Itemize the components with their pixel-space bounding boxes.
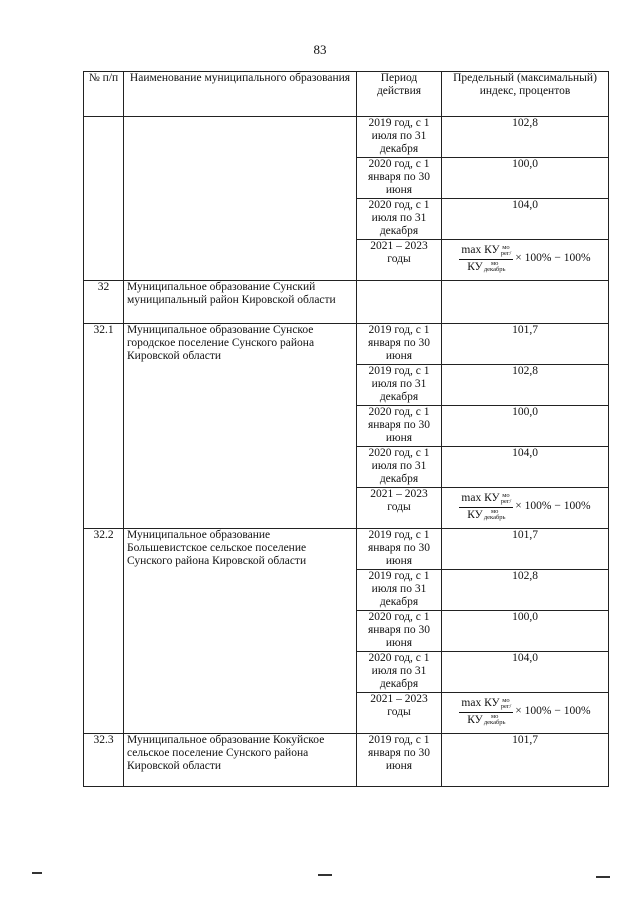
index-value: 104,0 (442, 447, 609, 488)
period-cell: 2021 – 2023 годы (357, 693, 442, 734)
table-row (84, 529, 609, 570)
index-formula-cell (442, 693, 609, 734)
index-value: 104,0 (442, 199, 609, 240)
scan-mark (32, 872, 42, 874)
index-value: 100,0 (442, 158, 609, 199)
index-value: 101,7 (442, 529, 609, 570)
index-value: 102,8 (442, 117, 609, 158)
index-value: 101,7 (442, 324, 609, 365)
period-cell: 2020 год, с 1 января по 30 июня (357, 158, 442, 199)
row-name: Муниципальное образование Сунское городское поселение Сунского района Кировской области (124, 324, 357, 529)
period-cell: 2021 – 2023 годы (357, 488, 442, 529)
table-header-row (84, 72, 609, 117)
period-cell: 2019 год, с 1 января по 30 июня (357, 529, 442, 570)
index-formula-cell (442, 240, 609, 281)
index-value: 104,0 (442, 652, 609, 693)
period-cell (357, 281, 442, 324)
row-name-cell (124, 117, 357, 281)
row-num: 32 (84, 281, 124, 324)
index-formula: max КУ мо рег/ КУ мо декабрь × 100% − 100% (461, 491, 591, 521)
row-num: 32.2 (84, 529, 124, 734)
period-cell: 2020 год, с 1 января по 30 июня (357, 611, 442, 652)
period-cell: 2019 год, с 1 июля по 31 декабря (357, 365, 442, 406)
period-cell: 2019 год, с 1 января по 30 июня (357, 734, 442, 787)
period-cell: 2020 год, с 1 июля по 31 декабря (357, 652, 442, 693)
index-formula: max КУ мо рег/ КУ мо декабрь × 100% − 100% (461, 243, 591, 273)
period-cell: 2020 год, с 1 июля по 31 декабря (357, 447, 442, 488)
header-period: Период действия (357, 72, 442, 117)
index-value: 100,0 (442, 406, 609, 447)
table-row (84, 117, 609, 158)
index-table (83, 71, 609, 787)
row-num: 32.3 (84, 734, 124, 787)
index-value: 100,0 (442, 611, 609, 652)
row-num: 32.1 (84, 324, 124, 529)
period-cell: 2020 год, с 1 июля по 31 декабря (357, 199, 442, 240)
row-name: Муниципальное образование Сунский муниципальный район Кировской области (124, 281, 357, 324)
index-value: 102,8 (442, 570, 609, 611)
index-formula: max КУ мо рег/ КУ мо декабрь × 100% − 100% (461, 696, 591, 726)
index-value: 102,8 (442, 365, 609, 406)
period-cell: 2019 год, с 1 января по 30 июня (357, 324, 442, 365)
table-row (84, 734, 609, 787)
period-cell: 2020 год, с 1 января по 30 июня (357, 406, 442, 447)
table-row (84, 281, 609, 324)
header-name: Наименование муниципального образования (124, 72, 357, 117)
period-cell: 2019 год, с 1 июля по 31 декабря (357, 117, 442, 158)
page-number: 83 (313, 42, 327, 57)
index-formula-cell (442, 488, 609, 529)
index-value: 101,7 (442, 734, 609, 787)
index-value (442, 281, 609, 324)
scan-mark (596, 876, 610, 878)
table-row (84, 324, 609, 365)
row-num-cell (84, 117, 124, 281)
period-cell: 2021 – 2023 годы (357, 240, 442, 281)
scan-mark (318, 874, 332, 876)
header-index: Предельный (максимальный) индекс, процентов (442, 72, 609, 117)
row-name: Муниципальное образование Кокуйское сельское поселение Сунского района Кировской области (124, 734, 357, 787)
period-cell: 2019 год, с 1 июля по 31 декабря (357, 570, 442, 611)
row-name: Муниципальное образование Большевистское сельское поселение Сунского района Кировской области (124, 529, 357, 734)
header-num: № п/п (84, 72, 124, 117)
